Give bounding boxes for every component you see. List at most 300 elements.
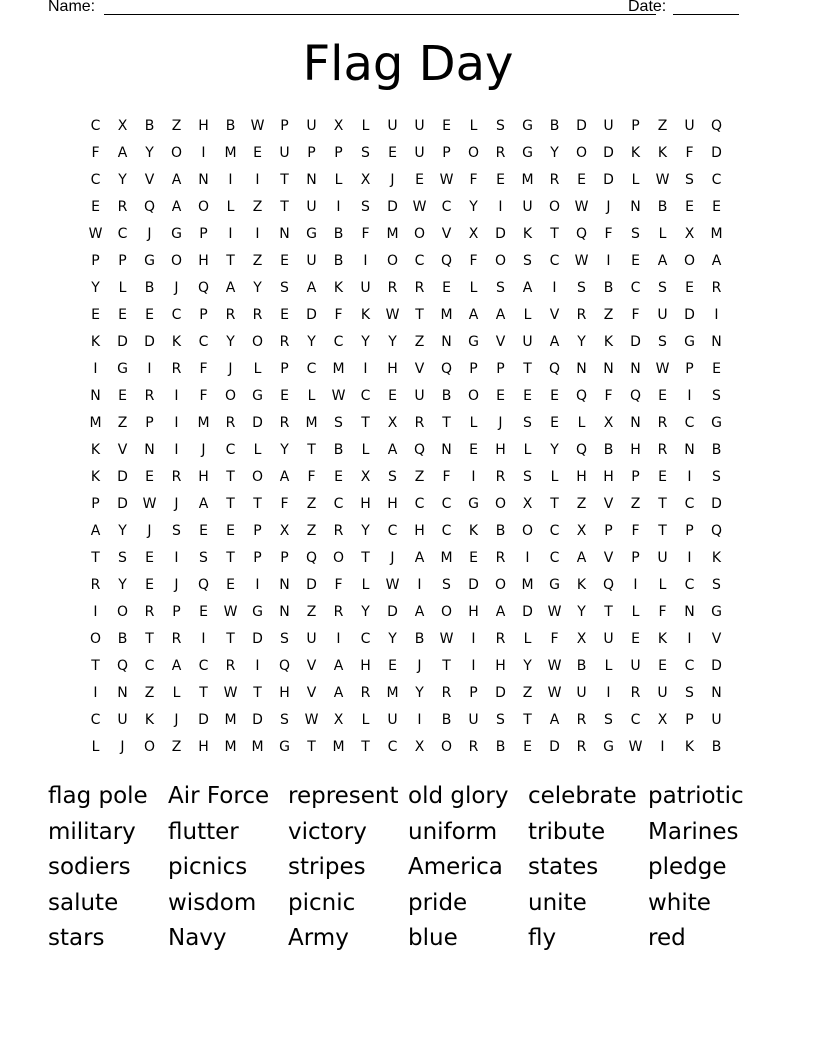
grid-letter[interactable]: O [251, 334, 264, 350]
grid-letter[interactable]: B [495, 739, 506, 755]
grid-letter[interactable]: O [251, 469, 264, 485]
grid-letter[interactable]: N [684, 604, 695, 620]
grid-letter[interactable]: H [414, 523, 425, 539]
grid-letter[interactable]: L [469, 118, 478, 134]
grid-letter[interactable]: D [684, 307, 695, 323]
grid-letter[interactable]: O [143, 739, 156, 755]
grid-letter[interactable]: G [468, 496, 479, 512]
grid-letter[interactable]: W [547, 658, 562, 674]
grid-letter[interactable]: P [280, 118, 289, 134]
grid-letter[interactable]: N [90, 388, 101, 404]
grid-letter[interactable]: Y [91, 280, 100, 296]
grid-letter[interactable]: I [255, 226, 260, 242]
grid-letter[interactable]: I [714, 307, 719, 323]
grid-letter[interactable]: A [549, 334, 560, 350]
grid-letter[interactable]: N [144, 442, 155, 458]
grid-letter[interactable]: X [333, 712, 344, 728]
grid-letter[interactable]: L [118, 280, 127, 296]
grid-letter[interactable]: A [522, 280, 533, 296]
grid-letter[interactable]: I [363, 253, 368, 269]
grid-letter[interactable]: Y [307, 334, 316, 350]
grid-letter[interactable]: Q [143, 199, 156, 215]
grid-letter[interactable]: D [252, 415, 263, 431]
grid-letter[interactable]: R [279, 334, 290, 350]
grid-letter[interactable]: C [306, 361, 317, 377]
grid-letter[interactable]: U [603, 631, 614, 647]
grid-letter[interactable]: R [387, 280, 398, 296]
grid-letter[interactable]: R [225, 658, 236, 674]
grid-letter[interactable]: T [442, 415, 451, 431]
grid-letter[interactable]: I [174, 388, 179, 404]
grid-letter[interactable]: S [496, 118, 505, 134]
grid-letter[interactable]: Q [116, 658, 129, 674]
grid-letter[interactable]: X [279, 523, 290, 539]
grid-letter[interactable]: R [441, 685, 452, 701]
grid-letter[interactable]: Q [548, 361, 561, 377]
grid-letter[interactable]: M [224, 739, 237, 755]
grid-letter[interactable]: J [174, 577, 179, 593]
grid-letter[interactable]: N [630, 415, 641, 431]
grid-letter[interactable]: I [255, 658, 260, 674]
grid-letter[interactable]: I [174, 442, 179, 458]
grid-letter[interactable]: Y [577, 604, 586, 620]
grid-letter[interactable]: I [336, 631, 341, 647]
grid-letter[interactable]: W [547, 604, 562, 620]
grid-letter[interactable]: H [495, 442, 506, 458]
grid-letter[interactable]: B [711, 442, 722, 458]
grid-letter[interactable]: O [224, 388, 237, 404]
grid-letter[interactable]: D [144, 334, 155, 350]
grid-letter[interactable]: J [120, 739, 125, 755]
grid-letter[interactable]: F [631, 523, 640, 539]
grid-letter[interactable]: D [630, 334, 641, 350]
grid-letter[interactable]: L [631, 172, 640, 188]
grid-letter[interactable]: H [576, 469, 587, 485]
grid-letter[interactable]: I [417, 712, 422, 728]
grid-letter[interactable]: E [280, 388, 289, 404]
grid-letter[interactable]: Z [171, 739, 182, 755]
grid-letter[interactable]: A [90, 523, 101, 539]
grid-letter[interactable]: K [630, 145, 641, 161]
grid-letter[interactable]: I [174, 415, 179, 431]
grid-letter[interactable]: S [712, 469, 721, 485]
grid-letter[interactable]: E [712, 199, 721, 215]
grid-letter[interactable]: M [332, 739, 345, 755]
grid-letter[interactable]: N [711, 334, 722, 350]
grid-letter[interactable]: C [117, 226, 128, 242]
grid-letter[interactable]: U [684, 118, 695, 134]
grid-letter[interactable]: W [385, 307, 400, 323]
grid-letter[interactable]: N [711, 685, 722, 701]
grid-letter[interactable]: C [144, 658, 155, 674]
grid-letter[interactable]: S [199, 550, 208, 566]
grid-letter[interactable]: B [117, 631, 128, 647]
grid-letter[interactable]: I [606, 253, 611, 269]
grid-letter[interactable]: S [280, 280, 289, 296]
grid-letter[interactable]: O [332, 550, 345, 566]
grid-letter[interactable]: E [658, 658, 667, 674]
grid-letter[interactable]: D [549, 739, 560, 755]
grid-letter[interactable]: C [441, 496, 452, 512]
grid-letter[interactable]: J [390, 550, 395, 566]
grid-letter[interactable]: G [549, 577, 560, 593]
grid-letter[interactable]: G [711, 415, 722, 431]
grid-letter[interactable]: N [279, 604, 290, 620]
grid-letter[interactable]: L [523, 631, 532, 647]
grid-letter[interactable]: Q [197, 577, 210, 593]
grid-letter[interactable]: L [604, 658, 613, 674]
grid-letter[interactable]: U [522, 334, 533, 350]
grid-letter[interactable]: K [684, 739, 695, 755]
grid-letter[interactable]: W [655, 361, 670, 377]
grid-letter[interactable]: Z [576, 496, 587, 512]
grid-letter[interactable]: U [279, 145, 290, 161]
grid-letter[interactable]: E [523, 739, 532, 755]
grid-letter[interactable]: K [90, 442, 101, 458]
grid-letter[interactable]: T [442, 658, 451, 674]
grid-letter[interactable]: S [631, 226, 640, 242]
grid-letter[interactable]: C [90, 712, 101, 728]
grid-letter[interactable]: V [603, 550, 614, 566]
grid-letter[interactable]: N [441, 334, 452, 350]
grid-letter[interactable]: H [198, 469, 209, 485]
grid-letter[interactable]: P [685, 523, 694, 539]
grid-letter[interactable]: C [684, 658, 695, 674]
grid-letter[interactable]: N [198, 172, 209, 188]
grid-letter[interactable]: R [279, 415, 290, 431]
grid-letter[interactable]: L [658, 226, 667, 242]
grid-letter[interactable]: I [687, 631, 692, 647]
grid-letter[interactable]: J [147, 523, 152, 539]
grid-letter[interactable]: Y [523, 658, 532, 674]
grid-letter[interactable]: T [91, 550, 100, 566]
grid-letter[interactable]: R [549, 172, 560, 188]
grid-letter[interactable]: V [144, 172, 155, 188]
grid-letter[interactable]: T [280, 199, 289, 215]
grid-letter[interactable]: O [116, 604, 129, 620]
grid-letter[interactable]: H [603, 469, 614, 485]
grid-letter[interactable]: E [550, 388, 559, 404]
grid-letter[interactable]: F [307, 469, 316, 485]
grid-letter[interactable]: F [469, 253, 478, 269]
grid-letter[interactable]: P [685, 361, 694, 377]
grid-letter[interactable]: U [306, 631, 317, 647]
grid-letter[interactable]: U [387, 712, 398, 728]
grid-letter[interactable]: W [250, 118, 265, 134]
grid-letter[interactable]: I [174, 550, 179, 566]
grid-letter[interactable]: H [198, 739, 209, 755]
grid-letter[interactable]: H [360, 496, 371, 512]
grid-letter[interactable]: Q [575, 388, 588, 404]
grid-letter[interactable]: L [469, 280, 478, 296]
grid-letter[interactable]: X [576, 523, 587, 539]
grid-letter[interactable]: L [172, 685, 181, 701]
grid-letter[interactable]: P [118, 253, 127, 269]
grid-letter[interactable]: J [606, 199, 611, 215]
grid-letter[interactable]: Y [577, 334, 586, 350]
grid-letter[interactable]: Z [414, 469, 425, 485]
grid-letter[interactable]: P [91, 496, 100, 512]
grid-letter[interactable]: P [307, 145, 316, 161]
grid-letter[interactable]: R [414, 415, 425, 431]
grid-letter[interactable]: L [226, 199, 235, 215]
grid-letter[interactable]: R [117, 199, 128, 215]
grid-letter[interactable]: V [414, 361, 425, 377]
grid-letter[interactable]: M [305, 415, 318, 431]
grid-letter[interactable]: Q [575, 442, 588, 458]
grid-letter[interactable]: M [197, 415, 210, 431]
grid-letter[interactable]: A [711, 253, 722, 269]
grid-letter[interactable]: Q [413, 442, 426, 458]
grid-letter[interactable]: X [360, 469, 371, 485]
grid-letter[interactable]: C [360, 388, 371, 404]
grid-letter[interactable]: B [495, 523, 506, 539]
grid-letter[interactable]: C [630, 280, 641, 296]
grid-letter[interactable]: A [387, 442, 398, 458]
grid-letter[interactable]: O [575, 145, 588, 161]
grid-letter[interactable]: Q [305, 550, 318, 566]
grid-letter[interactable]: A [171, 172, 182, 188]
grid-letter[interactable]: Y [145, 145, 154, 161]
grid-letter[interactable]: W [304, 712, 319, 728]
grid-letter[interactable]: I [228, 172, 233, 188]
grid-letter[interactable]: W [142, 496, 157, 512]
grid-letter[interactable]: F [199, 361, 208, 377]
grid-letter[interactable]: A [414, 604, 425, 620]
grid-letter[interactable]: I [255, 577, 260, 593]
grid-letter[interactable]: S [496, 280, 505, 296]
grid-letter[interactable]: D [252, 631, 263, 647]
grid-letter[interactable]: E [280, 253, 289, 269]
grid-letter[interactable]: S [361, 199, 370, 215]
grid-letter[interactable]: S [712, 388, 721, 404]
grid-letter[interactable]: X [576, 631, 587, 647]
grid-letter[interactable]: P [631, 469, 640, 485]
grid-letter[interactable]: K [603, 334, 614, 350]
grid-letter[interactable]: V [603, 496, 614, 512]
grid-letter[interactable]: A [279, 469, 290, 485]
grid-letter[interactable]: A [495, 307, 506, 323]
grid-letter[interactable]: E [145, 550, 154, 566]
grid-letter[interactable]: O [494, 253, 507, 269]
grid-letter[interactable]: N [279, 226, 290, 242]
grid-letter[interactable]: A [495, 604, 506, 620]
grid-letter[interactable]: K [657, 145, 668, 161]
grid-letter[interactable]: C [333, 496, 344, 512]
grid-letter[interactable]: W [439, 631, 454, 647]
grid-letter[interactable]: X [603, 415, 614, 431]
grid-letter[interactable]: P [91, 253, 100, 269]
grid-letter[interactable]: J [201, 442, 206, 458]
grid-letter[interactable]: P [631, 118, 640, 134]
grid-letter[interactable]: K [333, 280, 344, 296]
grid-letter[interactable]: O [467, 388, 480, 404]
grid-letter[interactable]: S [442, 577, 451, 593]
grid-letter[interactable]: A [333, 685, 344, 701]
grid-letter[interactable]: S [658, 280, 667, 296]
grid-letter[interactable]: P [469, 685, 478, 701]
grid-letter[interactable]: S [388, 469, 397, 485]
grid-letter[interactable]: D [468, 577, 479, 593]
grid-letter[interactable]: R [657, 442, 668, 458]
grid-letter[interactable]: Q [629, 388, 642, 404]
grid-letter[interactable]: C [414, 496, 425, 512]
grid-letter[interactable]: Y [253, 280, 262, 296]
grid-letter[interactable]: E [469, 442, 478, 458]
grid-letter[interactable]: B [333, 442, 344, 458]
grid-letter[interactable]: P [469, 361, 478, 377]
grid-letter[interactable]: I [525, 550, 530, 566]
grid-letter[interactable]: E [388, 658, 397, 674]
grid-letter[interactable]: R [333, 523, 344, 539]
grid-letter[interactable]: J [174, 496, 179, 512]
grid-letter[interactable]: U [603, 118, 614, 134]
grid-letter[interactable]: P [631, 550, 640, 566]
grid-letter[interactable]: F [334, 577, 343, 593]
grid-letter[interactable]: L [361, 712, 370, 728]
grid-letter[interactable]: W [547, 685, 562, 701]
grid-letter[interactable]: Z [603, 307, 614, 323]
grid-letter[interactable]: Q [440, 253, 453, 269]
grid-letter[interactable]: Q [710, 118, 723, 134]
grid-letter[interactable]: O [494, 496, 507, 512]
grid-letter[interactable]: Z [252, 199, 263, 215]
grid-letter[interactable]: C [414, 253, 425, 269]
grid-letter[interactable]: H [198, 253, 209, 269]
grid-letter[interactable]: N [630, 361, 641, 377]
grid-letter[interactable]: B [657, 199, 668, 215]
grid-letter[interactable]: G [306, 226, 317, 242]
grid-letter[interactable]: S [496, 712, 505, 728]
grid-letter[interactable]: B [549, 118, 560, 134]
grid-letter[interactable]: I [93, 361, 98, 377]
grid-letter[interactable]: S [361, 145, 370, 161]
grid-letter[interactable]: H [198, 118, 209, 134]
grid-letter[interactable]: Q [197, 280, 210, 296]
grid-letter[interactable]: U [657, 685, 668, 701]
grid-letter[interactable]: N [576, 361, 587, 377]
grid-letter[interactable]: Q [602, 577, 615, 593]
grid-letter[interactable]: W [412, 199, 427, 215]
grid-letter[interactable]: P [253, 523, 262, 539]
grid-letter[interactable]: T [199, 685, 208, 701]
grid-letter[interactable]: S [712, 577, 721, 593]
grid-letter[interactable]: A [171, 199, 182, 215]
grid-letter[interactable]: K [468, 523, 479, 539]
grid-letter[interactable]: T [550, 496, 559, 512]
grid-letter[interactable]: C [549, 253, 560, 269]
grid-letter[interactable]: A [333, 658, 344, 674]
grid-letter[interactable]: R [495, 469, 506, 485]
grid-letter[interactable]: T [91, 658, 100, 674]
grid-letter[interactable]: Z [252, 253, 263, 269]
grid-letter[interactable]: C [387, 739, 398, 755]
grid-letter[interactable]: E [145, 469, 154, 485]
grid-letter[interactable]: C [549, 550, 560, 566]
grid-letter[interactable]: R [171, 469, 182, 485]
grid-letter[interactable]: T [280, 172, 289, 188]
grid-letter[interactable]: R [333, 604, 344, 620]
grid-letter[interactable]: Z [414, 334, 425, 350]
grid-letter[interactable]: Y [226, 334, 235, 350]
grid-letter[interactable]: A [468, 307, 479, 323]
grid-letter[interactable]: L [361, 442, 370, 458]
grid-letter[interactable]: E [388, 145, 397, 161]
grid-letter[interactable]: D [522, 604, 533, 620]
grid-letter[interactable]: W [88, 226, 103, 242]
grid-letter[interactable]: Y [361, 604, 370, 620]
grid-letter[interactable]: C [360, 631, 371, 647]
grid-letter[interactable]: C [171, 307, 182, 323]
grid-letter[interactable]: P [172, 604, 181, 620]
grid-letter[interactable]: D [117, 496, 128, 512]
grid-letter[interactable]: F [361, 226, 370, 242]
grid-letter[interactable]: A [198, 496, 209, 512]
grid-letter[interactable]: P [280, 361, 289, 377]
grid-letter[interactable]: R [225, 415, 236, 431]
grid-letter[interactable]: B [711, 739, 722, 755]
date-blank-line[interactable] [673, 14, 739, 15]
grid-letter[interactable]: E [550, 415, 559, 431]
grid-letter[interactable]: F [334, 307, 343, 323]
grid-letter[interactable]: E [280, 307, 289, 323]
grid-letter[interactable]: H [360, 658, 371, 674]
grid-letter[interactable]: X [117, 118, 128, 134]
grid-letter[interactable]: R [495, 631, 506, 647]
grid-letter[interactable]: F [685, 145, 694, 161]
grid-letter[interactable]: T [523, 712, 532, 728]
grid-letter[interactable]: B [441, 388, 452, 404]
grid-letter[interactable]: U [306, 118, 317, 134]
grid-letter[interactable]: Y [550, 145, 559, 161]
grid-letter[interactable]: U [711, 712, 722, 728]
grid-letter[interactable]: T [361, 739, 370, 755]
grid-letter[interactable]: O [494, 577, 507, 593]
grid-letter[interactable]: F [604, 226, 613, 242]
grid-letter[interactable]: R [90, 577, 101, 593]
grid-letter[interactable]: C [711, 172, 722, 188]
grid-letter[interactable]: M [440, 307, 453, 323]
grid-letter[interactable]: M [521, 577, 534, 593]
grid-letter[interactable]: Y [388, 631, 397, 647]
grid-letter[interactable]: I [255, 172, 260, 188]
grid-letter[interactable]: R [225, 307, 236, 323]
grid-letter[interactable]: L [361, 118, 370, 134]
grid-letter[interactable]: O [521, 523, 534, 539]
grid-letter[interactable]: T [253, 685, 262, 701]
grid-letter[interactable]: N [279, 577, 290, 593]
grid-letter[interactable]: A [576, 550, 587, 566]
grid-letter[interactable]: T [361, 550, 370, 566]
grid-letter[interactable]: R [711, 280, 722, 296]
grid-letter[interactable]: J [147, 226, 152, 242]
grid-letter[interactable]: Q [710, 523, 723, 539]
grid-letter[interactable]: I [552, 280, 557, 296]
grid-letter[interactable]: T [307, 739, 316, 755]
grid-letter[interactable]: C [441, 523, 452, 539]
grid-letter[interactable]: Y [415, 685, 424, 701]
grid-letter[interactable]: I [606, 685, 611, 701]
grid-letter[interactable]: J [417, 658, 422, 674]
grid-letter[interactable]: W [439, 172, 454, 188]
grid-letter[interactable]: Y [388, 334, 397, 350]
grid-letter[interactable]: E [631, 253, 640, 269]
grid-letter[interactable]: V [306, 658, 317, 674]
grid-letter[interactable]: T [550, 226, 559, 242]
grid-letter[interactable]: D [198, 712, 209, 728]
grid-letter[interactable]: Q [575, 226, 588, 242]
grid-letter[interactable]: S [280, 712, 289, 728]
